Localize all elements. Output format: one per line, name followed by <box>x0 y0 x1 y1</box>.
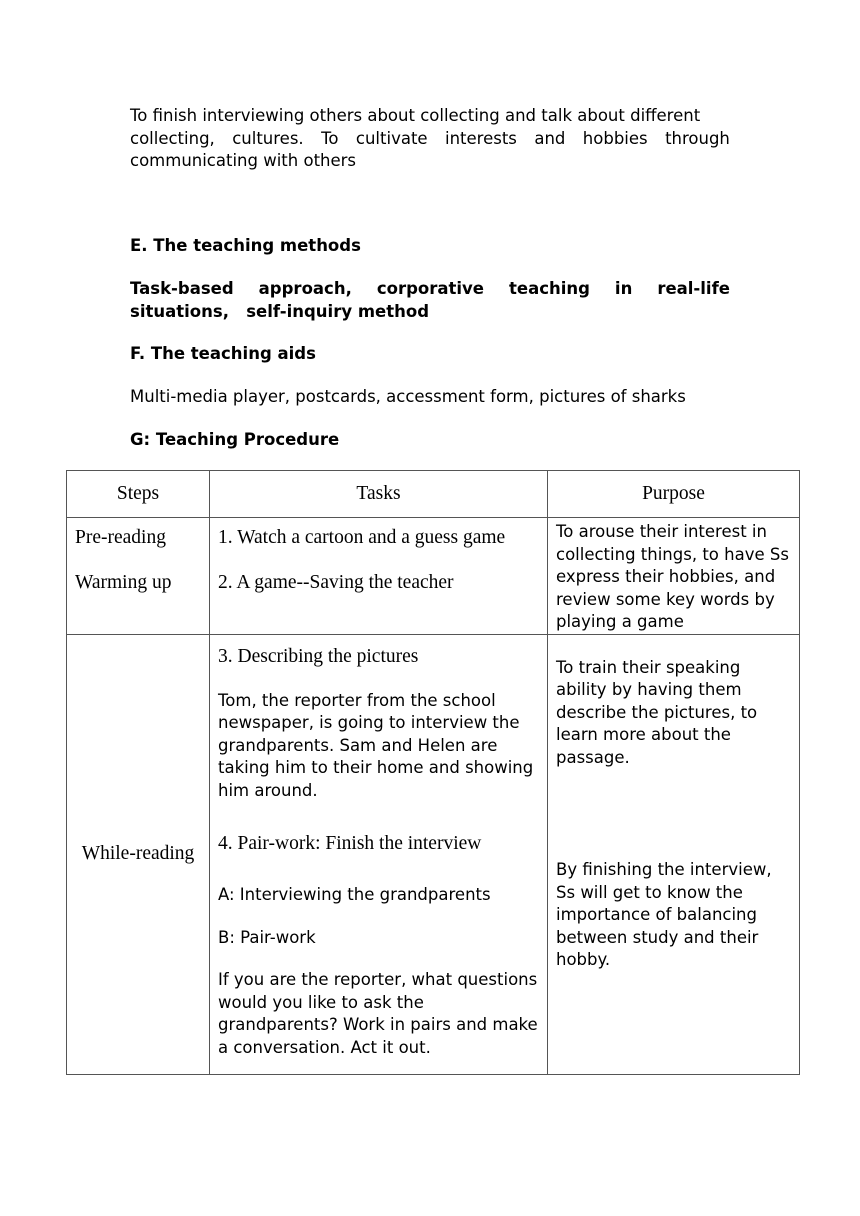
header-tasks: Tasks <box>210 471 548 518</box>
row2-step: While-reading <box>81 842 195 864</box>
row1-step-2: Warming up <box>75 572 172 593</box>
table-row <box>67 518 800 635</box>
table-header-row <box>67 471 800 518</box>
row2-purpose-cell <box>548 634 800 1074</box>
intro-word: collecting, <box>130 128 215 148</box>
intro-word: To <box>321 128 339 148</box>
methods-line-2: situations, self-inquiry method <box>130 301 430 321</box>
intro-word: cultivate <box>355 128 428 148</box>
methods-text <box>130 278 730 323</box>
methods-word: teaching <box>508 279 590 298</box>
row1-purpose-cell <box>548 518 800 635</box>
intro-word: hobbies <box>582 128 648 148</box>
aids-heading: F. The teaching aids <box>130 344 316 363</box>
intro-word: and <box>534 128 566 148</box>
row1-tasks-cell <box>210 518 548 635</box>
task4-b: B: Pair-work <box>218 927 316 947</box>
table-row <box>67 634 800 1074</box>
header-purpose: Purpose <box>548 471 800 518</box>
methods-word: Task-based <box>130 279 234 298</box>
intro-word: through <box>665 128 730 148</box>
methods-word: in <box>614 279 633 298</box>
intro-paragraph <box>130 105 730 173</box>
intro-line-3: communicating with others <box>130 151 357 170</box>
intro-word: cultures. <box>232 128 304 148</box>
methods-heading: E. The teaching methods <box>130 236 361 255</box>
intro-line-2 <box>130 128 730 151</box>
row1-step-1: Pre-reading <box>75 527 166 548</box>
intro-line-1: To finish interviewing others about collecting and talk about different <box>130 106 701 125</box>
task4-a: A: Interviewing the grandparents <box>218 885 491 904</box>
intro-word: interests <box>445 128 517 148</box>
procedure-heading: G: Teaching Procedure <box>130 430 340 449</box>
task4-text: If you are the reporter, what questions would you like to ask the grandparents? Work in pairs and make a conversation. Act it out. <box>218 970 538 1057</box>
methods-word: real-life <box>657 279 730 298</box>
row1-purpose: To arouse their interest in collecting things, to have Ss express their hobbies, and review some key words by playing a game <box>556 522 789 631</box>
procedure-table <box>66 470 800 1075</box>
task3-text: Tom, the reporter from the school newspaper, is going to interview the grandparents. Sam and Helen are taking him to their home and showing him around. <box>218 690 534 800</box>
methods-line-1 <box>130 278 730 301</box>
methods-word: approach, <box>258 279 352 298</box>
methods-word: corporative <box>376 279 484 298</box>
task3-title: 3. Describing the pictures <box>218 645 419 667</box>
row2-tasks-cell <box>210 634 548 1074</box>
aids-text: Multi-media player, postcards, accessment form, pictures of sharks <box>130 387 686 406</box>
task4-title: 4. Pair-work: Finish the interview <box>218 833 482 854</box>
row1-task-1: 1. Watch a cartoon and a guess game <box>218 527 506 548</box>
header-steps: Steps <box>67 471 210 518</box>
row2-purpose-2: By finishing the interview, Ss will get to know the importance of balancing between study and their hobby. <box>556 860 772 969</box>
row2-steps-cell <box>67 634 210 1074</box>
row1-steps-cell <box>67 518 210 635</box>
row2-purpose-1: To train their speaking ability by having them describe the pictures, to learn more about the passage. <box>556 657 758 767</box>
row1-task-2: 2. A game--Saving the teacher <box>218 572 454 593</box>
